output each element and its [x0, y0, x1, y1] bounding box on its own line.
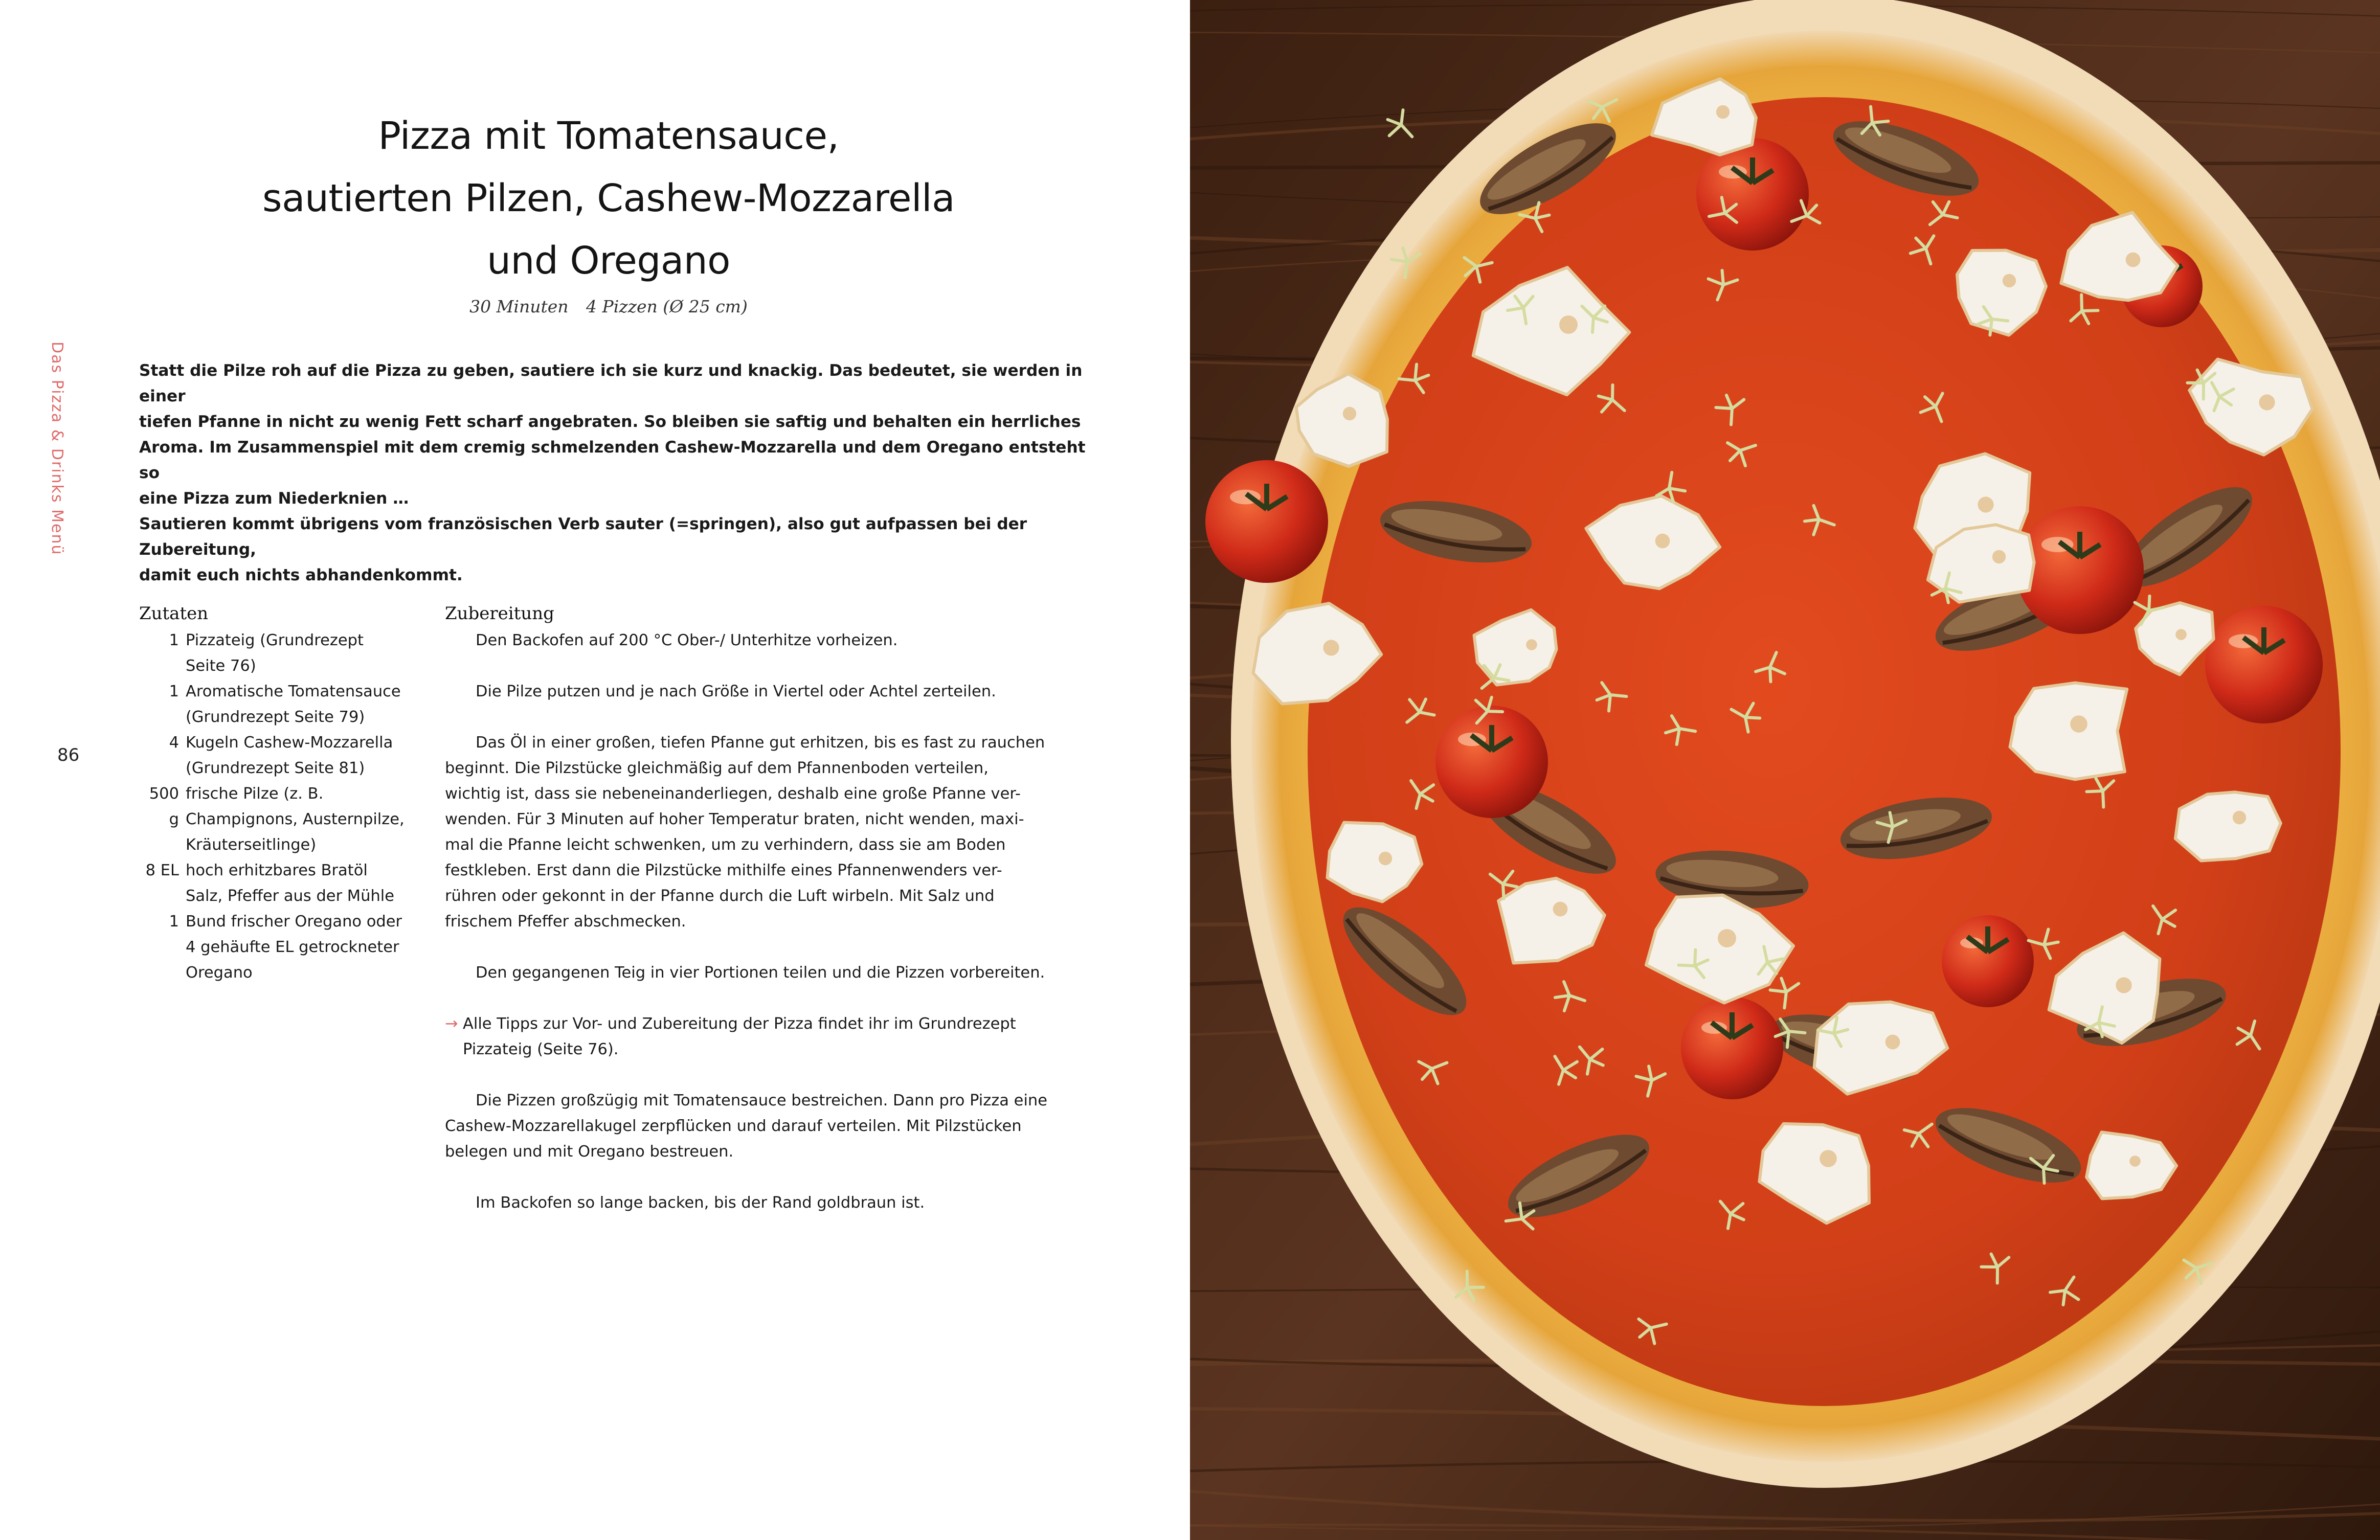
mozzarella-browned-spot	[1343, 407, 1356, 420]
ingredient-text: Bund frischer Oregano oder	[186, 913, 402, 931]
ingredient-text: Champignons, Austernpilze,	[186, 810, 405, 828]
mozzarella-browned-spot	[1716, 105, 1730, 119]
step-line: frischem Pfeffer abschmecken.	[445, 913, 686, 931]
ingredient-text: Salz, Pfeffer aus der Mühle	[186, 887, 395, 905]
mozzarella-browned-spot	[2116, 977, 2131, 993]
ingredients-heading: Zutaten	[139, 603, 209, 624]
mozzarella-browned-spot	[1978, 496, 1993, 512]
title-line: sautierten Pilzen, Cashew-Mozzarella	[262, 176, 955, 220]
mozzarella-piece	[2175, 792, 2281, 860]
step-paragraph	[445, 679, 1084, 705]
step-line: Im Backofen so lange backen, bis der Rand goldbraun ist.	[476, 1194, 925, 1212]
section-label	[49, 342, 69, 607]
cherry-tomato	[1681, 997, 1783, 1099]
recipe-title	[153, 105, 1064, 292]
page-number: 86	[57, 745, 80, 765]
cherry-tomato	[1205, 460, 1328, 583]
cherry-tomato	[1942, 915, 2034, 1007]
title-line: und Oregano	[487, 239, 730, 283]
prep-time: 30 Minuten	[469, 297, 569, 316]
ingredient-text: Pizzateig (Grundrezept	[186, 631, 364, 649]
tip-paragraph	[445, 1011, 1084, 1062]
ingredient-text: (Grundrezept Seite 79)	[186, 708, 365, 726]
preparation-heading: Zubereitung	[445, 603, 554, 624]
step-line: beginnt. Die Pilzstücke gleichmäßig auf dem Pfannenboden verteilen,	[445, 759, 989, 777]
step-line: Das Öl in einer großen, tiefen Pfanne gut erhitzen, bis es fast zu rauchen	[476, 734, 1045, 752]
ingredient-item	[139, 730, 425, 781]
step-paragraph	[445, 1088, 1084, 1165]
recipe-meta	[153, 297, 1064, 316]
mozzarella-browned-spot	[1379, 852, 1392, 865]
cherry-tomato	[1435, 706, 1548, 818]
tomato-body	[1435, 706, 1548, 818]
mozzarella-browned-spot	[2070, 715, 2087, 733]
pizza-photo	[1190, 0, 2380, 1540]
intro-line: tiefen Pfanne in nicht zu wenig Fett scharf angebraten. So bleiben sie saftig und behalten ein herrliches	[139, 413, 1081, 431]
step-line: Pizzateig (Seite 76).	[463, 1040, 619, 1058]
ingredient-text: Seite 76)	[186, 657, 256, 675]
step-line: Alle Tipps zur Vor- und Zubereitung der Pizza findet ihr im Grundrezept	[463, 1015, 1016, 1033]
ingredient-text: (Grundrezept Seite 81)	[186, 759, 365, 777]
mozzarella-browned-spot	[1553, 902, 1568, 917]
intro-line: Aroma. Im Zusammenspiel mit dem cremig schmelzenden Cashew-Mozzarella und dem Oregano entsteht so	[139, 438, 1086, 482]
step-line: wichtig ist, dass sie nebeneinanderliegen, deshalb eine große Pfanne ver-	[445, 785, 1021, 803]
tomato-body	[1696, 138, 1809, 251]
step-paragraph	[445, 628, 1084, 653]
step-line: Die Pizzen großzügig mit Tomatensauce bestreichen. Dann pro Pizza eine	[476, 1092, 1048, 1109]
step-line: rühren oder gekonnt in der Pfanne durch die Luft wirbeln. Mit Salz und	[445, 887, 995, 905]
ingredient-text: Kugeln Cashew-Mozzarella	[186, 734, 393, 752]
step-line: Die Pilze putzen und je nach Größe in Viertel oder Achtel zerteilen.	[476, 683, 996, 700]
step-line: Cashew-Mozzarellakugel zerpflücken und darauf verteilen. Mit Pilzstücken	[445, 1117, 1022, 1135]
mozzarella-shape	[2175, 792, 2281, 860]
intro-line: eine Pizza zum Niederknien …	[139, 489, 409, 508]
intro-line: damit euch nichts abhandenkommt.	[139, 566, 463, 584]
recipe-yield: 4 Pizzen (Ø 25 cm)	[586, 297, 748, 316]
intro-text	[139, 358, 1088, 588]
mozzarella-browned-spot	[2259, 394, 2275, 410]
ingredient-item	[139, 628, 425, 679]
mozzarella-piece	[2010, 683, 2127, 780]
step-line: festkleben. Erst dann die Pilzstücke mithilfe eines Pfannenwenders ver-	[445, 862, 1002, 879]
ingredient-item	[139, 781, 425, 858]
ingredient-quantity: 4	[169, 734, 179, 752]
ingredient-quantity: 1	[169, 631, 179, 649]
mozzarella-browned-spot	[1323, 640, 1339, 655]
mozzarella-browned-spot	[1820, 1150, 1837, 1167]
title-line: Pizza mit Tomatensauce,	[378, 114, 839, 158]
step-line: Den gegangenen Teig in vier Portionen teilen und die Pizzen vorbereiten.	[476, 964, 1045, 982]
mozzarella-browned-spot	[1885, 1035, 1900, 1050]
step-line: mal die Pfanne leicht schwenken, um zu verhindern, dass sie am Boden	[445, 836, 1006, 854]
step-line: belegen und mit Oregano bestreuen.	[445, 1143, 734, 1161]
mozzarella-browned-spot	[2175, 629, 2187, 640]
ingredient-text: hoch erhitzbares Bratöl	[186, 862, 368, 879]
ingredient-quantity: 1	[169, 683, 179, 700]
mozzarella-browned-spot	[1992, 550, 2006, 563]
mozzarella-browned-spot	[1655, 534, 1670, 549]
tomato-body	[2016, 506, 2144, 634]
step-paragraph	[445, 730, 1084, 935]
arrow-right-icon: →	[445, 1015, 458, 1033]
ingredient-item	[139, 858, 425, 884]
mozzarella-browned-spot	[2126, 253, 2141, 267]
mozzarella-browned-spot	[1559, 315, 1578, 334]
ingredient-text: Oregano	[186, 964, 253, 982]
preparation-steps	[445, 628, 1084, 1241]
step-line: wenden. Für 3 Minuten auf hoher Temperatur braten, nicht wenden, maxi-	[445, 810, 1024, 828]
ingredient-text: Kräuterseitlinge)	[186, 836, 317, 854]
intro-line: Sautieren kommt übrigens vom französischen Verb sauter (=springen), also gut aufpassen bei der Zubereitung,	[139, 515, 1027, 559]
mozzarella-browned-spot	[2003, 274, 2016, 287]
ingredient-quantity: 1	[169, 913, 179, 931]
mozzarella-shape	[2010, 683, 2127, 780]
ingredient-quantity: 8 EL	[145, 862, 179, 879]
tomato-body	[1205, 460, 1328, 583]
mozzarella-browned-spot	[2129, 1156, 2141, 1167]
ingredient-list	[139, 628, 425, 986]
cherry-tomato	[1696, 138, 1809, 251]
step-paragraph	[445, 960, 1084, 986]
ingredient-item	[139, 884, 425, 909]
ingredient-text: Aromatische Tomatensauce	[186, 683, 401, 700]
cherry-tomato	[2016, 506, 2144, 634]
mozzarella-browned-spot	[1718, 929, 1736, 947]
tomato-body	[2205, 606, 2323, 723]
section-label-text: Das Pizza & Drinks Menü	[48, 342, 66, 556]
right-page	[1190, 0, 2380, 1540]
step-line: Den Backofen auf 200 °C Ober-/ Unterhitze vorheizen.	[476, 631, 898, 649]
intro-line: Statt die Pilze roh auf die Pizza zu geben, sautiere ich sie kurz und knackig. Das bedeutet, sie werden in einer	[139, 361, 1083, 405]
ingredient-item	[139, 909, 425, 986]
ingredient-quantity: 500 g	[149, 785, 179, 828]
mozzarella-browned-spot	[2233, 811, 2246, 824]
mozzarella-browned-spot	[1526, 639, 1537, 650]
ingredient-text: frische Pilze (z. B.	[186, 785, 324, 803]
step-paragraph	[445, 1190, 1084, 1216]
cherry-tomato	[2205, 606, 2323, 723]
ingredient-item	[139, 679, 425, 730]
ingredient-text: 4 gehäufte EL getrockneter	[186, 938, 399, 956]
